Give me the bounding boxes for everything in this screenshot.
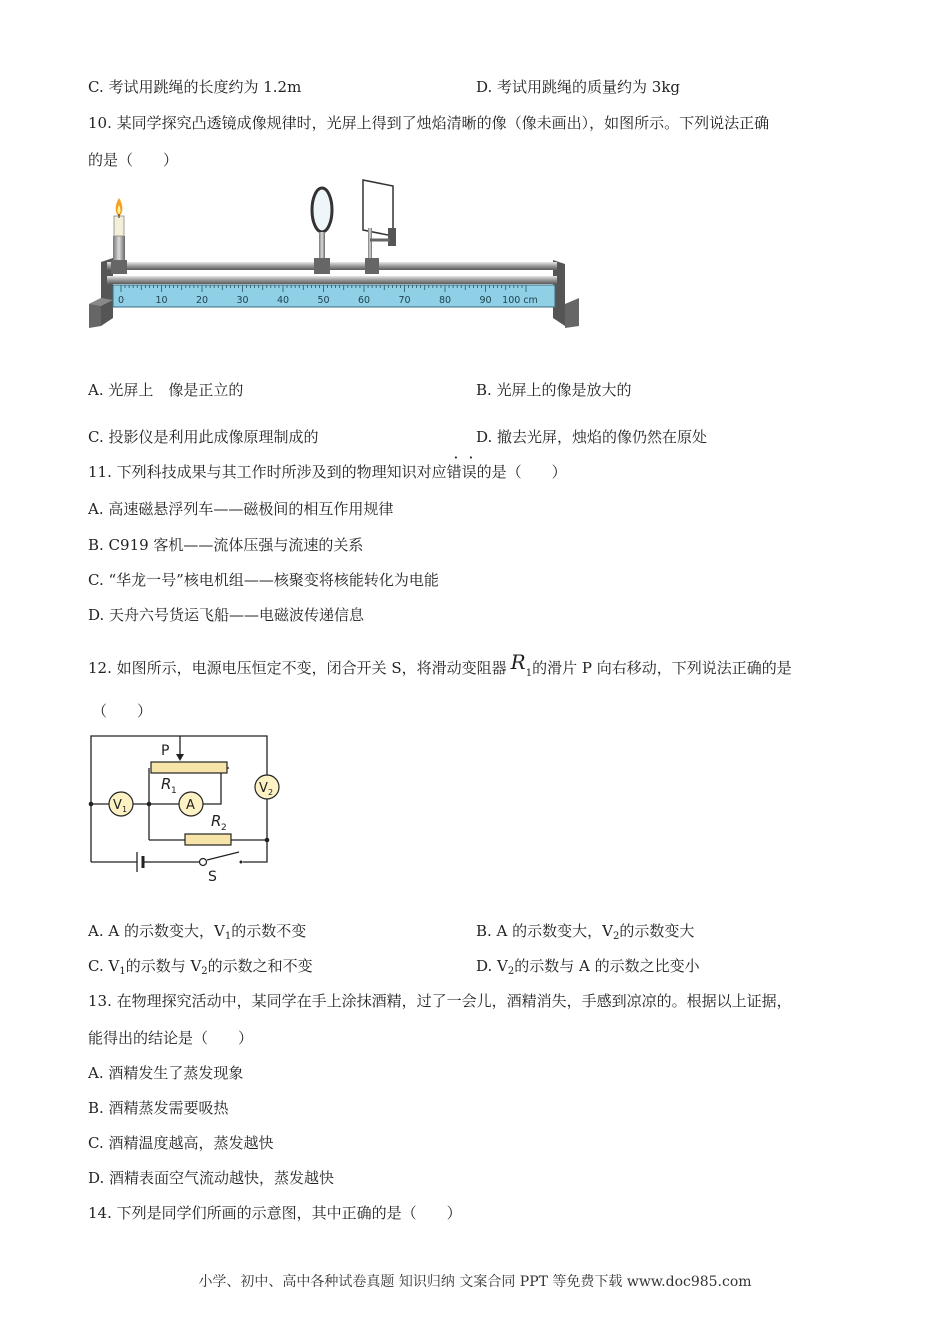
q13-option-a: A. 酒精发生了蒸发现象 xyxy=(88,1064,244,1082)
q10-option-b: B. 光屏上的像是放大的 xyxy=(476,381,632,399)
v1-sub: 1 xyxy=(122,805,128,814)
q9-option-c: C. 考试用跳绳的长度约为 1.2m xyxy=(88,78,302,96)
v2-sub: 2 xyxy=(268,788,274,797)
slider-arrow-icon xyxy=(176,754,184,761)
q10-option-a: A. 光屏上 像是正立的 xyxy=(88,381,244,399)
q10-stem-line2: 的是（ ） xyxy=(88,151,179,169)
ruler-tick-label: 40 xyxy=(276,295,290,306)
q9-option-d: D. 考试用跳绳的质量约为 3kg xyxy=(476,78,681,96)
convex-lens xyxy=(312,188,332,274)
q10-option-c: C. 投影仪是利用此成像原理制成的 xyxy=(88,428,319,446)
q12-option-d: D. $V_2$的示数与 A 的示数之比变小 xyxy=(476,957,700,977)
q11-option-a: A. 高速磁悬浮列车——磁极间的相互作用规律 xyxy=(88,500,394,518)
circuit-diagram xyxy=(85,728,295,888)
resistor-r2 xyxy=(185,834,231,845)
ruler-tick-label: 100 cm xyxy=(502,295,538,306)
optical-bench-figure xyxy=(85,178,585,333)
q13-option-c: C. 酒精温度越高，蒸发越快 xyxy=(88,1134,274,1152)
rail-upper xyxy=(107,262,557,270)
v1-label: V xyxy=(113,798,122,813)
ruler-tick-label: 0 xyxy=(117,295,125,306)
emphasis-char: 错 xyxy=(446,463,462,481)
slider-p-label: P xyxy=(161,743,170,759)
r1-sub: 1 xyxy=(171,786,177,796)
a-label: A xyxy=(186,798,195,813)
q11-option-d: D. 天舟六号货运飞船——电磁波传递信息 xyxy=(88,606,365,624)
q11-option-b: B. C919 客机——流体压强与流速的关系 xyxy=(88,536,364,554)
r2-label: R xyxy=(211,812,222,830)
q14-stem: 14. 下列是同学们所画的示意图，其中正确的是（ ） xyxy=(88,1204,462,1222)
resistor-r1 xyxy=(151,762,227,773)
ruler-tick-label: 10 xyxy=(155,295,168,306)
switch-s-label: S xyxy=(208,869,217,885)
switch-contact xyxy=(200,859,207,866)
ruler-tick-label: 80 xyxy=(438,295,452,306)
r1-label: R xyxy=(161,775,172,793)
q13-option-b: B. 酒精蒸发需要吸热 xyxy=(88,1099,229,1117)
candle xyxy=(111,198,127,274)
q11-stem: 11. 下列科技成果与其工作时所涉及到的物理知识对应错误的是（ ） xyxy=(88,463,567,481)
q11-option-c: C. “华龙一号”核电机组——核聚变将核能转化为电能 xyxy=(88,571,439,589)
ruler-tick-label: 60 xyxy=(357,295,371,306)
q10-option-d: D. 撤去光屏，烛焰的像仍然在原处 xyxy=(476,428,708,446)
q12-option-c: C. $V_1$的示数与 $V_2$的示数之和不变 xyxy=(88,957,313,977)
q10-stem-line1: 10. 某同学探究凸透镜成像规律时，光屏上得到了烛焰清晰的像（像未画出），如图所示。下列说法正确 xyxy=(88,114,770,132)
light-screen xyxy=(363,180,396,274)
ruler-tick-label: 90 xyxy=(479,295,492,306)
q12-stem-line2: （ ） xyxy=(92,702,153,720)
rail-lower xyxy=(107,276,557,284)
ruler-tick-label: 50 xyxy=(317,295,330,306)
right-stand xyxy=(553,260,579,328)
ruler-tick-label: 70 xyxy=(398,295,411,306)
q13-option-d: D. 酒精表面空气流动越快，蒸发越快 xyxy=(88,1169,335,1187)
q12-option-a: A. A 的示数变大，$V_1$的示数不变 xyxy=(88,922,307,942)
ruler-tick-label: 20 xyxy=(195,295,209,306)
page-footer: 小学、初中、高中各种试卷真题 知识归纳 文案合同 PPT 等免费下载 www.doc985.com xyxy=(198,1274,752,1290)
q13-stem-line2: 能得出的结论是（ ） xyxy=(88,1029,254,1047)
q12-option-b: B. A 的示数变大，$V_2$的示数变大 xyxy=(476,922,695,942)
ruler-tick-label: 30 xyxy=(236,295,249,306)
q12-stem-line1: 12. 如图所示，电源电压恒定不变，闭合开关 S，将滑动变阻器 $R_1$的滑片 P 向右移动，下列说法正确的是 xyxy=(88,650,792,679)
q13-stem-line1: 13. 在物理探究活动中，某同学在手上涂抹酒精，过了一会儿，酒精消失，手感到凉凉的。根据以上证据， xyxy=(88,992,792,1010)
emphasis-char: 误 xyxy=(461,463,477,481)
v2-label: V xyxy=(259,781,268,796)
r2-sub: 2 xyxy=(221,823,227,833)
